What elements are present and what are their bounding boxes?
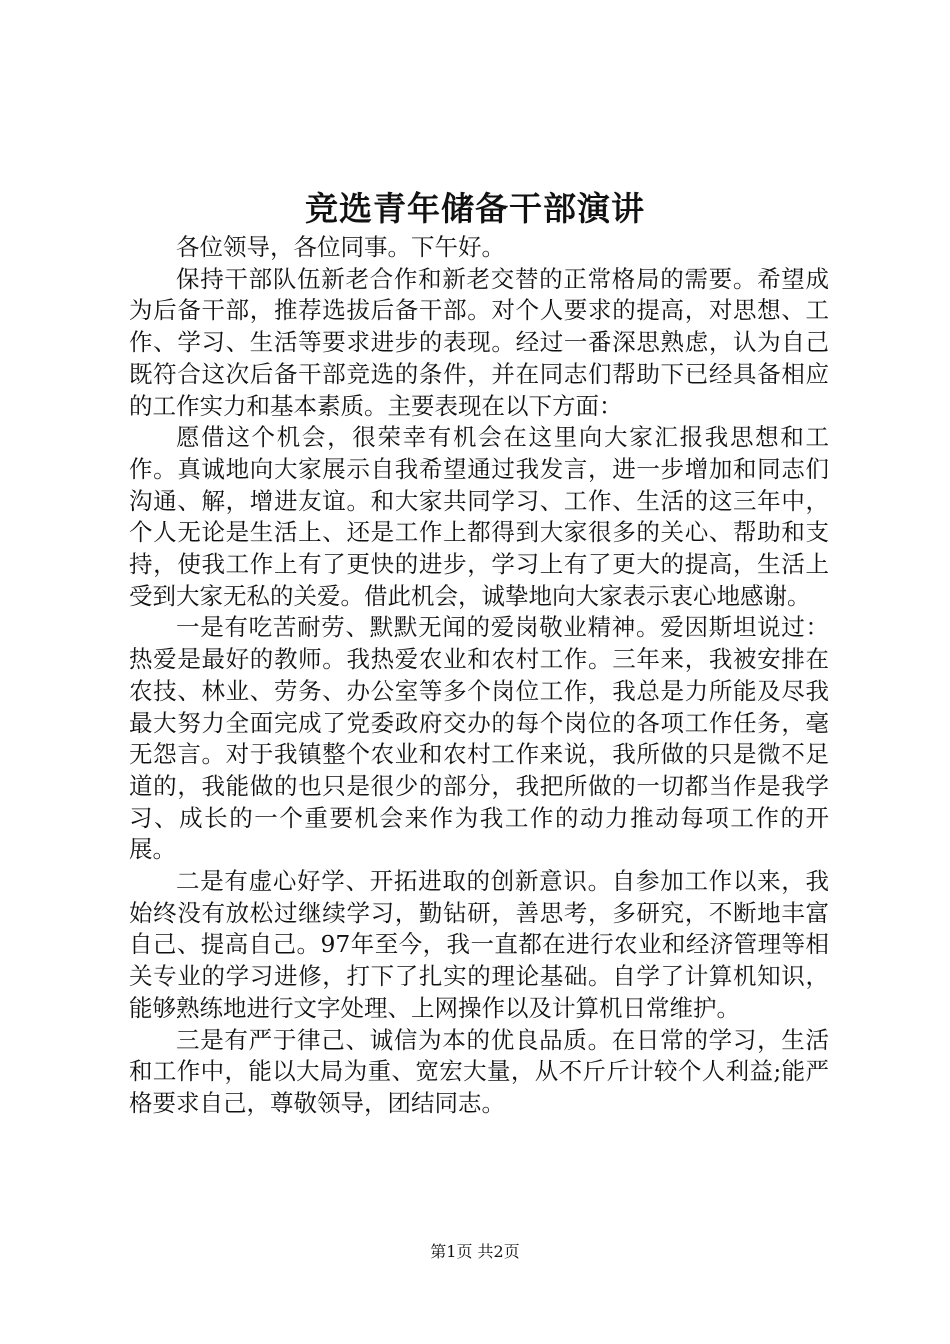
paragraph-thanks: 愿借这个机会，很荣幸有机会在这里向大家汇报我思想和工作。真诚地向大家展示自我希望通过我发言，进一步增加和同志们沟通、解，增进友谊。和大家共同学习、工作、生活的这三年中，个人无论是生活上、还是工作上都得到大家很多的关心、帮助和支持，使我工作上有了更快的进步，学习上有了更大的提高，生活上受到大家无私的关爱。借此机会，诚挚地向大家表示衷心地感谢。 <box>129 423 829 610</box>
document-title: 竞选青年储备干部演讲 <box>305 189 645 228</box>
paragraph-greeting: 各位领导，各位同事。下午好。 <box>176 233 505 261</box>
paragraph-point-two: 二是有虚心好学、开拓进取的创新意识。自参加工作以来，我始终没有放松过继续学习，勤钻研，善思考，多研究，不断地丰富自己、提高自己。97年至今，我一直都在进行农业和经济管理等相关专业的学习进修，打下了扎实的理论基础。自学了计算机知识，能够熟练地进行文字处理、上网操作以及计算机日常维护。 <box>129 867 829 1022</box>
page-number-footer: 第1页 共2页 <box>430 1242 520 1261</box>
paragraph-point-three: 三是有严于律己、诚信为本的优良品质。在日常的学习，生活和工作中，能以大局为重、宽宏大量，从不斤斤计较个人利益;能严格要求自己，尊敬领导，团结同志。 <box>129 1025 829 1117</box>
paragraph-intro: 保持干部队伍新老合作和新老交替的正常格局的需要。希望成为后备干部，推荐选拔后备干部。对个人要求的提高，对思想、工作、学习、生活等要求进步的表现。经过一番深思熟虑，认为自己既符合这次后备干部竞选的条件，并在同志们帮助下已经具备相应的工作实力和基本素质。主要表现在以下方面： <box>129 264 829 420</box>
document-body <box>129 232 829 1120</box>
paragraph-point-one: 一是有吃苦耐劳、默默无闻的爱岗敬业精神。爱因斯坦说过：热爱是最好的教师。我热爱农业和农村工作。三年来，我被安排在农技、林业、劳务、办公室等多个岗位工作，我总是力所能及尽我最大努力全面完成了党委政府交办的每个岗位的各项工作任务，毫无怨言。对于我镇整个农业和农村工作来说，我所做的只是微不足道的，我能做的也只是很少的部分，我把所做的一切都当作是我学习、成长的一个重要机会来作为我工作的动力推动每项工作的开展。 <box>129 613 829 864</box>
